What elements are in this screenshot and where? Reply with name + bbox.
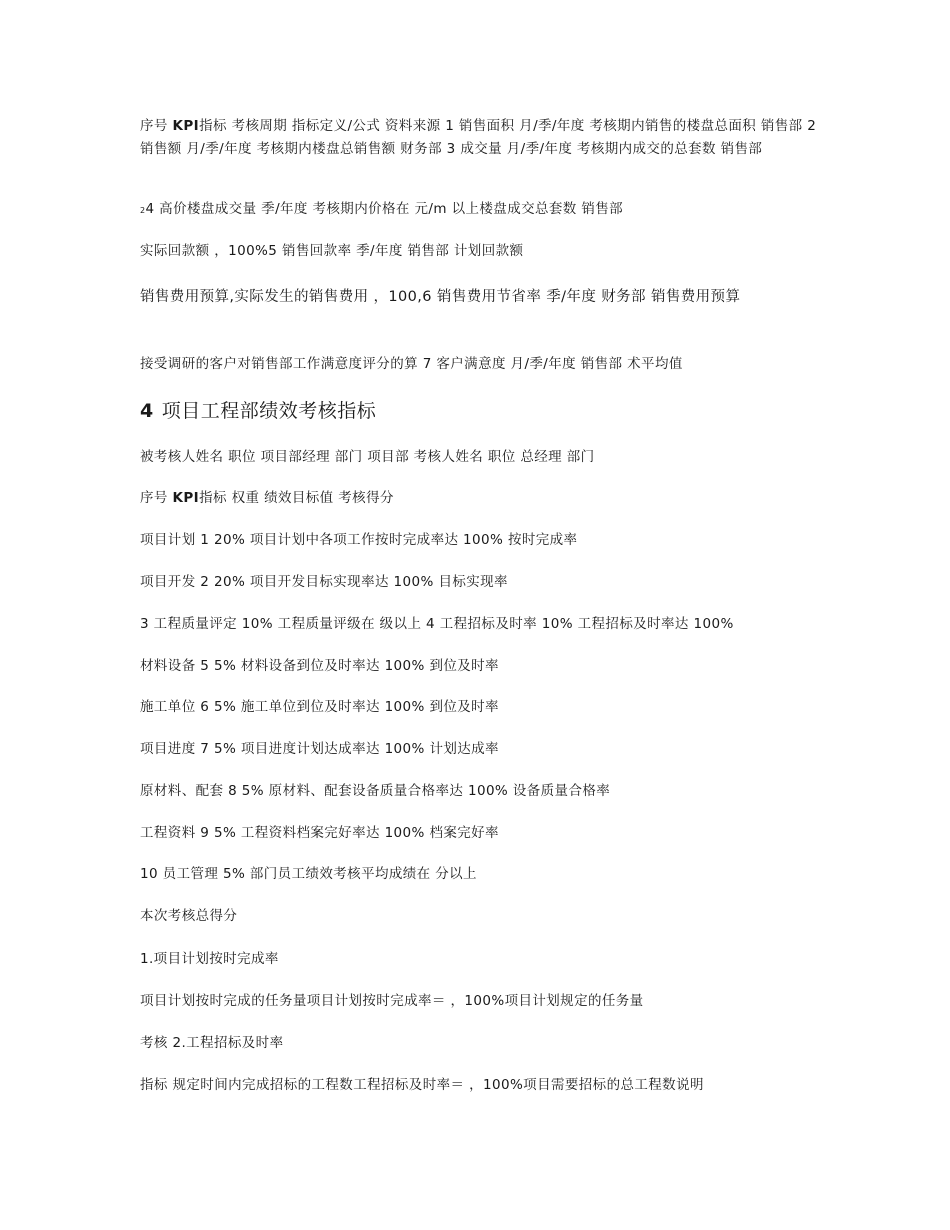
metric-1-formula: 项目计划按时完成的任务量项目计划按时完成率＝ ，100%项目计划规定的任务量 xyxy=(140,993,644,1009)
evaluee-info-line: 被考核人姓名 职位 项目部经理 部门 项目部 考核人姓名 职位 总经理 部门 xyxy=(140,449,595,465)
kpi-table-text-4: 销售费用预算,实际发生的销售费用 ，100,6 销售费用节省率 季/年度 财务部 销售费用预算 xyxy=(140,289,741,305)
row-progress: 项目进度 7 5% 项目进度计划达成率达 100% 计划达成率 xyxy=(140,741,499,757)
row-materials: 材料设备 5 5% 材料设备到位及时率达 100% 到位及时率 xyxy=(140,658,499,674)
table-header-line: 序号 KPI指标 权重 绩效目标值 考核得分 xyxy=(140,490,394,506)
kpi-table-text-1: 序号 KPI指标 考核周期 指标定义/公式 资料来源 1 销售面积 月/季/年度 考核期内销售的楼盘总面积 销售部 2 销售额 月/季/年度 考核期内楼盘总销售额 财务部 3 成交量 月/季/年度 考核期内成交的总套数 销售部 xyxy=(140,118,817,157)
row-project-plan: 项目计划 1 20% 项目计划中各项工作按时完成率达 100% 按时完成率 xyxy=(140,532,578,548)
metric-2-formula: 指标 规定时间内完成招标的工程数工程招标及时率＝ ，100%项目需要招标的总工程数说明 xyxy=(140,1077,704,1093)
kpi-table-text-3: 实际回款额 ，100%5 销售回款率 季/年度 销售部 计划回款额 xyxy=(140,243,524,259)
kpi-table-text-5: 接受调研的客户对销售部工作满意度评分的算 7 客户满意度 月/季/年度 销售部 术平均值 xyxy=(140,356,683,372)
metric-2-title: 考核 2.工程招标及时率 xyxy=(140,1035,284,1051)
row-engineering-docs: 工程资料 9 5% 工程资料档案完好率达 100% 档案完好率 xyxy=(140,825,499,841)
kpi-label: KPI xyxy=(172,118,200,134)
kpi-label: KPI xyxy=(172,490,200,506)
total-score-line: 本次考核总得分 xyxy=(140,908,238,924)
kpi-table-text-2: 24 高价楼盘成交量 季/年度 考核期内价格在 元/m 以上楼盘成交总套数 销售部 xyxy=(140,201,624,217)
row-staff-management: 10 员工管理 5% 部门员工绩效考核平均成绩在 分以上 xyxy=(140,866,477,882)
section-heading: 4 项目工程部绩效考核指标 xyxy=(140,400,377,422)
row-project-dev: 项目开发 2 20% 项目开发目标实现率达 100% 目标实现率 xyxy=(140,574,508,590)
row-contractor: 施工单位 6 5% 施工单位到位及时率达 100% 到位及时率 xyxy=(140,699,499,715)
row-quality-bidding: 3 工程质量评定 10% 工程质量评级在 级以上 4 工程招标及时率 10% 工程招标及时率达 100% xyxy=(140,616,734,632)
metric-1-title: 1.项目计划按时完成率 xyxy=(140,951,279,967)
row-raw-materials: 原材料、配套 8 5% 原材料、配套设备质量合格率达 100% 设备质量合格率 xyxy=(140,783,611,799)
superscript-2: 2 xyxy=(140,206,146,215)
